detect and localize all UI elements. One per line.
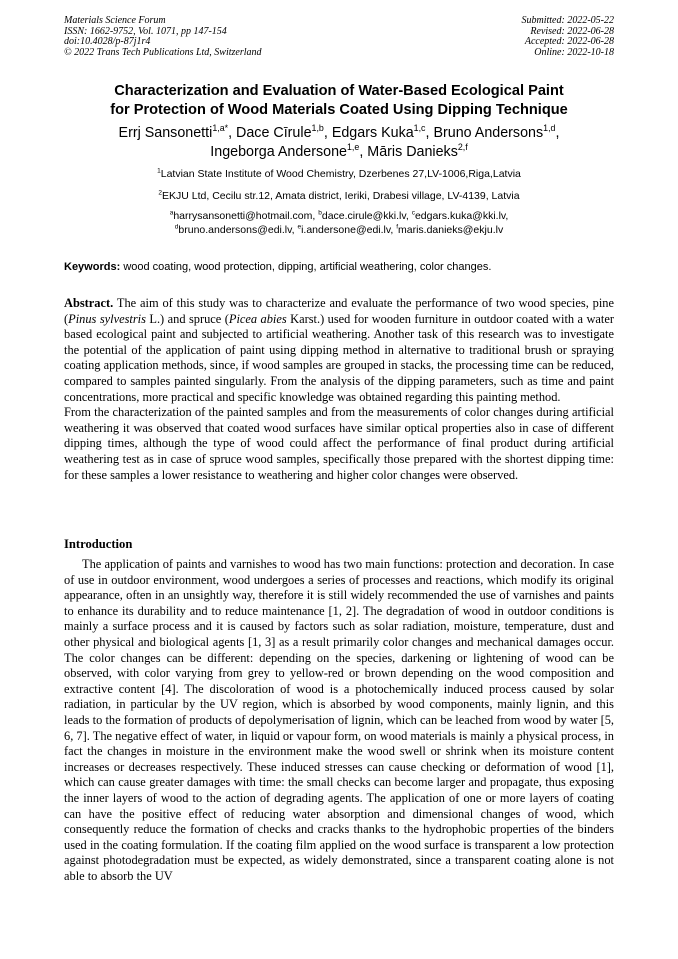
affiliation-1	[30, 167, 648, 181]
author-name: Errj Sansonetti	[118, 125, 213, 141]
affiliation-text: Latvian State Institute of Wood Chemistry, Dzerbenes 27,LV-1006,Riga,Latvia	[160, 168, 521, 180]
email-sup: d	[174, 223, 179, 231]
species-name: Pinus sylvestris	[68, 311, 146, 326]
introduction-paragraph: The application of paints and varnishes to wood has two main functions: protection and decoration. In case of use in outdoor environment, wood undergoes a series of processes and reactions, which modify its original appearance, often in an unsightly way, therefore it is still widely recommended the use of varnishes and paints to enhance its durability and to reduce maintenance [1, 2]. The degradation of wood in outdoor conditions is mainly a surface process and it is caused by factors such as solar radiation, moisture, temperature, dust and other physical and biological agents [1, 3] as a result primarily color changes and mechanical damages occur. The color changes can be different: depending on the species, darkening or lightening of wood can be observed, with color varying from grey to yellow-red or brown depending on the wood composition and extractive content [4]. The discoloration of wood is a photochemically induced process caused by solar radiation, in particular by the UV region, which is absorbed by wood components, mainly lignin, and this leads to the formation of products of depolymerisation of lignin, which can be leached from wood by water [5, 6, 7]. The negative effect of water, in liquid or vapour form, on wood materials is mainly a physical process, in fact the changes in moisture in the environment make the wood swell or shrink when its moisture content increases or decreases respectively. These induced stresses can cause checking or deformation of wood [1], which can cause greater damages with time: the small checks can become larger and propagate, thus exposing the inner layers of wood to the action of degrading agents. The application of one or more layers of coating can have the positive effect of reducing water absorption and dimensional changes of wood, which consequently reduce the formation of checks and cracks thanks to the hydrophobic properties of the binders used in the coating formulation. If the coating film applied on the wood surface is transparent a low protection against photodegradation must be expected, as widely demonstrated, since a transparent coating alone is not able to absorb the UV	[64, 557, 614, 883]
author-name: Edgars Kuka	[331, 125, 414, 141]
submission-dates	[522, 16, 615, 58]
affiliation-sup: 2	[158, 189, 163, 197]
date-submitted: Submitted: 2022-05-22	[521, 15, 614, 26]
keywords-label: Keywords:	[64, 261, 121, 273]
keywords	[64, 260, 614, 274]
author-sep: ,	[555, 125, 560, 141]
abstract-text-part: The aim of this study was to characterize and evaluate the performance of two wood species, pine (	[64, 296, 614, 326]
introduction-heading: Introduction	[64, 537, 133, 551]
email-d[interactable]: bruno.andersons@edi.lv	[178, 224, 292, 236]
date-accepted: Accepted: 2022-06-28	[524, 36, 614, 48]
paper-title	[40, 82, 638, 120]
author-sep: ,	[323, 125, 332, 141]
abstract-label: Abstract.	[64, 296, 114, 310]
introduction-section	[64, 557, 614, 884]
email-line-2: $^d$bruno.andersons@edi.lv, $^e$i.andersone@edi.lv, $^f$maris.danieks@ekju.lv	[174, 223, 504, 236]
abstract-section	[64, 296, 614, 483]
author-line-2	[40, 143, 638, 162]
email-a[interactable]: harrysansonetti@hotmail.com	[173, 210, 313, 222]
author-name: Dace Cīrule	[236, 125, 312, 141]
journal-doi[interactable]: doi:10.4028/p-87j1r4	[64, 36, 151, 48]
species-name: Picea abies	[228, 311, 287, 326]
author-emails	[30, 209, 648, 237]
journal-copyright: © 2022 Trans Tech Publications Ltd, Switzerland	[64, 46, 262, 58]
email-c[interactable]: edgars.kuka@kki.lv	[414, 210, 506, 222]
abstract-paragraph-2: From the characterization of the painted samples and from the measurements of color changes during artificial weathering it was observed that coated wood surfaces have similar optical properties also in case of different dipping times, although the type of wood could affect the performance of final product during artificial weathering test as in case of spruce wood samples, specifically those prepared with the shortest dipping time: for these samples a lower resistance to weathering and higher color changes were observed.	[64, 405, 614, 482]
affiliation-text: EKJU Ltd, Cecilu str.12, Amata district, Ieriki, Drabesi village, LV-4139, Latvia	[162, 190, 520, 202]
email-sup: f	[396, 223, 398, 231]
journal-issn: ISSN: 1662-9752, Vol. 1071, pp 147-154	[64, 25, 227, 37]
affiliation-2	[30, 189, 648, 203]
author-sup: 1,e	[347, 142, 360, 153]
abstract-text-part: L.) and spruce (	[145, 311, 229, 326]
email-sup: b	[318, 209, 322, 217]
email-e[interactable]: i.andersone@edi.lv	[301, 224, 391, 236]
author-sup: 1,c	[413, 123, 426, 134]
email-sup: c	[411, 209, 415, 217]
author-name: Māris Danieks	[367, 144, 458, 160]
keywords-text: wood coating, wood protection, dipping, artificial weathering, color changes.	[123, 261, 492, 273]
author-sup: 1,b	[311, 123, 324, 134]
abstract-text-part: Karst.) used for wooden furniture in outdoor coated with a water based ecological paint and subjected to artificial weathering. Another task of this research was to investigate the potential of the application of paint using dipping method in alternative to traditional brush or spraying coating application methods, since, if wood samples are grouped in stacks, the processing time can be reduced, compared to samples painted singularly. From the analysis of the dipping parameters, such as time and paint concentrations, more practical and specific knowledge was obtained regarding this painting method.	[64, 311, 614, 404]
author-sup: 2,f	[457, 142, 468, 153]
affiliation-sup: 1	[157, 167, 161, 175]
author-sup: 1,d	[543, 123, 556, 134]
date-revised: Revised: 2022-06-28	[530, 25, 614, 37]
author-line-1	[40, 124, 638, 143]
email-f[interactable]: maris.danieks@ekju.lv	[398, 224, 504, 236]
author-sup: 1,a*	[212, 123, 229, 134]
author-sep: ,	[228, 125, 237, 141]
journal-info	[64, 16, 262, 58]
journal-name: Materials Science Forum	[64, 15, 166, 26]
author-list	[40, 124, 638, 162]
title-line-1: Characterization and Evaluation of Water-Based Ecological Paint	[114, 83, 564, 99]
email-sup: a	[169, 209, 174, 217]
author-name: Ingeborga Andersone	[210, 144, 347, 160]
abstract-paragraph-1	[64, 296, 614, 405]
date-online: Online: 2022-10-18	[534, 46, 614, 58]
email-line-1: $^a$harrysansonetti@hotmail.com, $^b$dace.cirule@kki.lv, $^c$edgars.kuka@kki.lv,	[169, 209, 509, 222]
author-name: Bruno Andersons	[433, 125, 544, 141]
email-b[interactable]: dace.cirule@kki.lv	[321, 210, 406, 222]
author-sep: ,	[425, 125, 434, 141]
email-sup: e	[297, 223, 302, 231]
title-line-2: for Protection of Wood Materials Coated Using Dipping Technique	[110, 102, 568, 118]
author-sep: ,	[359, 144, 368, 160]
